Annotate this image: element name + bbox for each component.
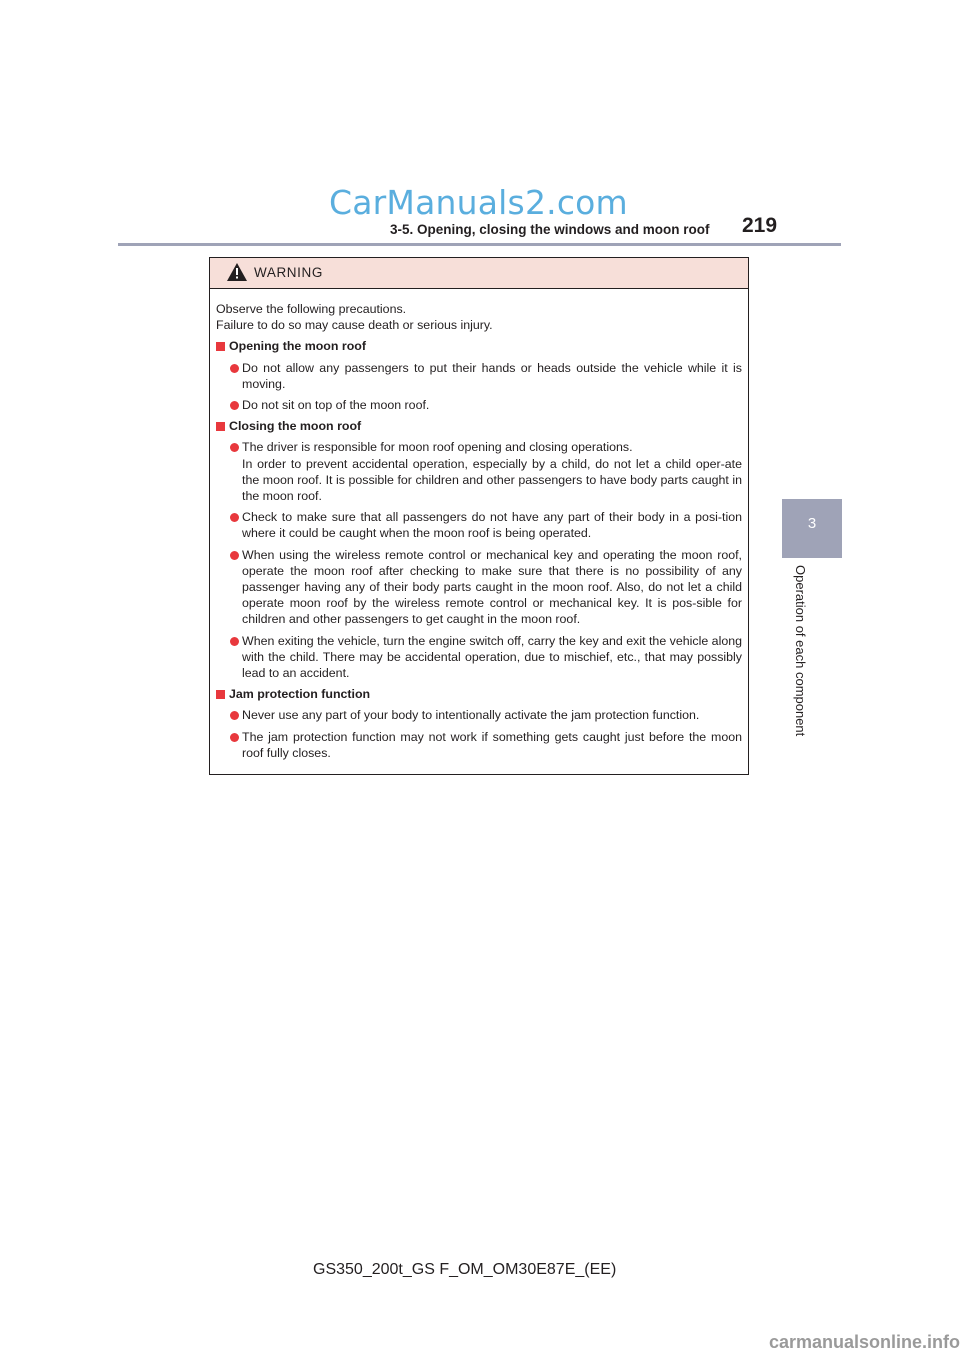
red-dot-bullet-icon bbox=[230, 551, 239, 560]
page-number: 219 bbox=[742, 214, 778, 237]
red-square-bullet-icon bbox=[216, 342, 225, 351]
section-title-text: Closing the moon roof bbox=[229, 419, 362, 434]
warning-bullet bbox=[216, 547, 742, 628]
watermark-logo-top: CarManuals2.com bbox=[329, 183, 628, 222]
bullet-text: When using the wireless remote control or mechanical key and operating the moon roof, operate the moon roof after checking to make sure that there is no possibility of any passenger having any of their body parts caught in the moon roof. Also, do not let a child operate moon roof by the wireless remote control or mechanical key. It is pos-sible for children and other passengers to get caught in the moon roof. bbox=[242, 547, 742, 627]
chapter-label-text: Operation of each component bbox=[793, 565, 808, 737]
warning-bullet bbox=[216, 707, 742, 723]
document-code: GS350_200t_GS F_OM_OM30E87E_(EE) bbox=[313, 1261, 617, 1278]
warning-triangle-icon bbox=[227, 263, 247, 281]
section-header-title: 3-5. Opening, closing the windows and moon roof bbox=[390, 222, 710, 237]
header-divider bbox=[118, 243, 841, 246]
bullet-text: The jam protection function may not work if something gets caught just before the moon roof fully closes. bbox=[242, 729, 742, 760]
warning-section-title bbox=[216, 686, 742, 702]
bullet-text: Do not allow any passengers to put their hands or heads outside the vehicle while it is moving. bbox=[242, 360, 742, 391]
section-title-text: Jam protection function bbox=[229, 687, 371, 702]
warning-bullet bbox=[216, 509, 742, 541]
chapter-tab bbox=[782, 499, 842, 558]
red-square-bullet-icon bbox=[216, 422, 225, 431]
warning-bullet bbox=[216, 633, 742, 682]
bullet-text: Never use any part of your body to intentionally activate the jam protection function. bbox=[242, 708, 700, 723]
warning-body bbox=[210, 289, 748, 761]
red-square-bullet-icon bbox=[216, 690, 225, 699]
red-dot-bullet-icon bbox=[230, 513, 239, 522]
warning-section-title bbox=[216, 418, 742, 434]
warning-bullet bbox=[216, 729, 742, 761]
warning-box bbox=[209, 257, 749, 775]
red-dot-bullet-icon bbox=[230, 637, 239, 646]
warning-bullet bbox=[216, 397, 742, 413]
red-dot-bullet-icon bbox=[230, 733, 239, 742]
red-dot-bullet-icon bbox=[230, 364, 239, 373]
red-dot-bullet-icon bbox=[230, 401, 239, 410]
warning-intro: Observe the following precautions. Failure to do so may cause death or serious injury. bbox=[216, 302, 493, 333]
warning-header bbox=[210, 258, 748, 289]
warning-title: WARNING bbox=[254, 265, 323, 280]
warning-bullet bbox=[216, 439, 742, 504]
warning-bullet bbox=[216, 360, 742, 392]
bullet-text: Check to make sure that all passengers do not have any part of their body in a posi-tion where it could be caught when the moon roof is being operated. bbox=[242, 510, 742, 541]
red-dot-bullet-icon bbox=[230, 443, 239, 452]
chapter-label bbox=[793, 565, 807, 765]
warning-section-title bbox=[216, 338, 742, 354]
watermark-site-bottom: carmanualsonline.info bbox=[769, 1332, 960, 1352]
section-title-text: Opening the moon roof bbox=[229, 339, 366, 354]
bullet-text: Do not sit on top of the moon roof. bbox=[242, 398, 430, 413]
bullet-text: When exiting the vehicle, turn the engine switch off, carry the key and exit the vehicle along with the child. There may be accidental operation, due to mischief, etc., that may possibly lead to an accident. bbox=[242, 633, 742, 681]
chapter-number: 3 bbox=[807, 515, 817, 532]
bullet-text: The driver is responsible for moon roof opening and closing operations. In order to prevent accidental operation, especially by a child, do not let a child oper-ate the moon roof. It is possible for children and other passengers to have body parts caught in the moon roof. bbox=[242, 440, 742, 504]
red-dot-bullet-icon bbox=[230, 711, 239, 720]
